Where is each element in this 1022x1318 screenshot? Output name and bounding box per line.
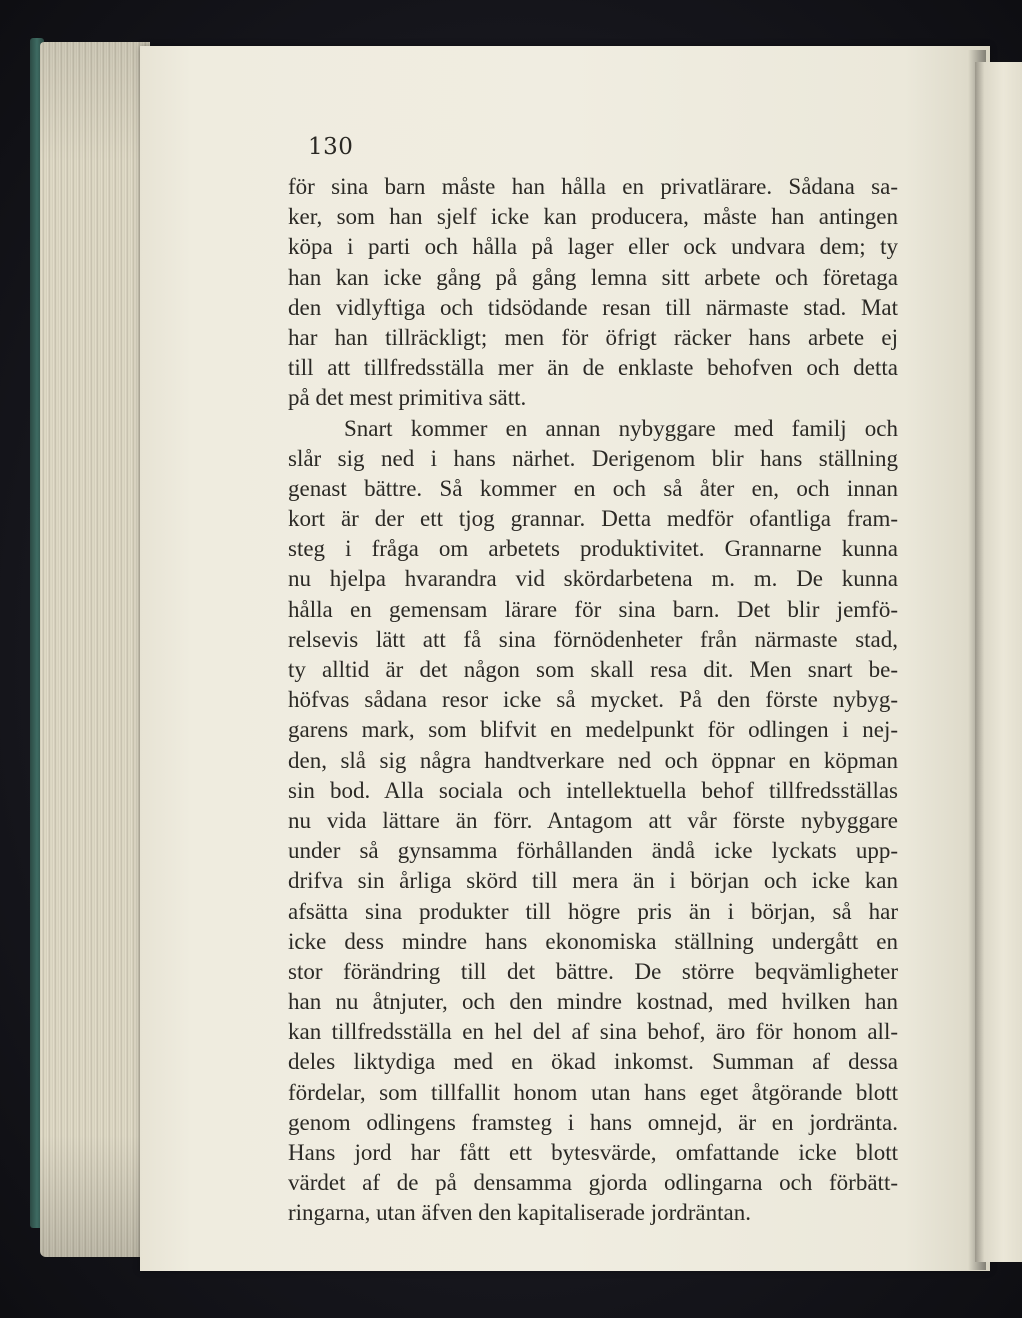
text-line: kort är der ett tjog grannar. Detta medför ofantliga fram- (288, 506, 898, 532)
body-text (288, 172, 898, 1229)
page-number: 130 (308, 134, 354, 160)
text-line: nu hjelpa hvarandra vid skördarbetena m. m. De kunna (288, 566, 898, 592)
text-line: han kan icke gång på gång lemna sitt arbete och företaga (288, 264, 898, 290)
paragraph-start-line: Snart kommer en annan nybyggare med familj och (344, 415, 898, 441)
text-line: deles liktydiga med en ökad inkomst. Summan af dessa (288, 1049, 898, 1075)
text-line: ty alltid är det någon som skall resa dit. Men snart be- (288, 657, 898, 682)
text-line: slår sig ned i hans närhet. Derigenom blir hans ställning (288, 445, 898, 471)
text-line: hålla en gemensam lärare för sina barn. Det blir jemfö- (288, 596, 898, 622)
text-line: till att tillfredsställa mer än de enklaste behofven och detta (288, 355, 898, 381)
text-line: kan tillfredsställa en hel del af sina behof, äro för honom all- (288, 1019, 898, 1045)
text-line: under så gynsamma förhållanden ändå icke lyckats upp- (288, 838, 898, 864)
text-line: afsätta sina produkter till högre pris än i början, så har (288, 898, 898, 924)
text-line: nu vida lättare än förr. Antagom att vår förste nybyggare (288, 807, 898, 833)
text-line: Hans jord har fått ett bytesvärde, omfattande icke blott (288, 1140, 898, 1165)
text-line: värdet af de på densamma gjorda odlingarna och förbätt- (288, 1170, 898, 1196)
text-line: garens mark, som blifvit en medelpunkt för odlingen i nej- (288, 717, 898, 743)
text-line: den, slå sig några handtverkare ned och öppnar en köpman (288, 747, 898, 773)
text-line: relsevis lätt att få sina förnödenheter från närmaste stad, (288, 626, 898, 652)
text-line: på det mest primitiva sätt. (288, 385, 527, 411)
text-line: stor förändring till det bättre. De större beqvämligheter (288, 958, 898, 984)
text-line: fördelar, som tillfallit honom utan hans eget åtgörande blott (288, 1079, 898, 1105)
page-stack-edge (40, 42, 150, 1257)
text-line: drifva sin årliga skörd till mera än i början och icke kan (288, 868, 898, 894)
text-line: köpa i parti och hålla på lager eller ock undvara dem; ty (288, 234, 898, 260)
facing-page-edge (975, 62, 1022, 1262)
text-line: genom odlingens framsteg i hans omnejd, är en jordränta. (288, 1109, 898, 1135)
text-line: sin bod. Alla sociala och intellektuella behof tillfredsställas (288, 777, 898, 803)
text-line: ringarna, utan äfven den kapitaliserade jordräntan. (288, 1200, 751, 1226)
text-line: icke dess mindre hans ekonomiska ställning undergått en (288, 928, 898, 954)
text-line: höfvas sådana resor icke så mycket. På den förste nybyg- (288, 687, 898, 713)
text-line: ker, som han sjelf icke kan producera, måste han antingen (288, 204, 898, 230)
text-line: steg i fråga om arbetets produktivitet. Grannarne kunna (288, 536, 898, 562)
text-line: för sina barn måste han hålla en privatlärare. Sådana sa- (288, 174, 898, 199)
text-line: han nu åtnjuter, och den mindre kostnad, med hvilken han (288, 989, 898, 1015)
text-line: har han tillräckligt; men för öfrigt räcker hans arbete ej (288, 324, 898, 350)
text-line: den vidlyftiga och tidsödande resan till närmaste stad. Mat (288, 294, 898, 320)
text-line: genast bättre. Så kommer en och så åter en, och innan (288, 475, 898, 501)
